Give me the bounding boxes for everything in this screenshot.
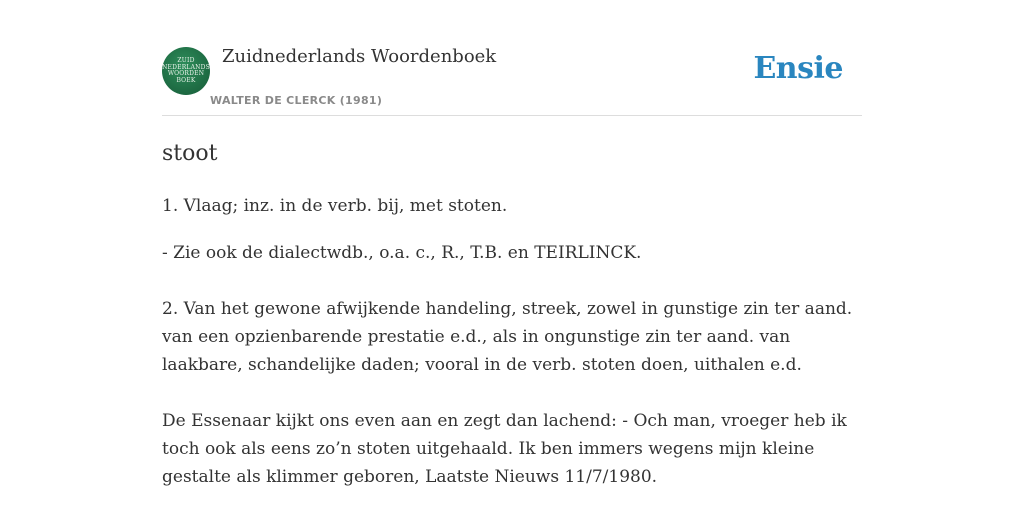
definition-paragraph-1: 1. Vlaag; inz. in de verb. bij, met stoten.	[162, 196, 508, 216]
definition-paragraph-2: - Zie ook de dialectwdb., o.a. c., R., T.B. en TEIRLINCK.	[162, 243, 642, 263]
logo-line: ZUID	[177, 57, 195, 64]
logo-line: NEDERLANDS	[162, 63, 210, 71]
brand-logo-link[interactable]: Ensie	[753, 51, 843, 86]
logo-line: BOEK	[176, 76, 196, 84]
entry-header	[162, 0, 862, 116]
dictionary-author: WALTER DE CLERCK (1981)	[210, 94, 383, 107]
dictionary-title-link[interactable]: Zuidnederlands Woordenboek	[222, 46, 497, 67]
definition-paragraph-3: 2. Van het gewone afwijkende handeling, streek, zowel in gunstige zin ter aand. van een opzienbarende prestatie e.d., als in ongunstige zin ter aand. van laakbare, schandelijke daden; vooral in de verb. stoten doen, uithalen e.d.	[162, 299, 853, 375]
entry-headword: stoot	[162, 141, 218, 166]
dictionary-logo[interactable]	[162, 47, 210, 95]
dictionary-page	[162, 0, 862, 512]
logo-line: WOORDEN	[167, 70, 205, 77]
citation-paragraph: De Essenaar kijkt ons even aan en zegt dan lachend: - Och man, vroeger heb ik toch ook als eens zo’n stoten uitgehaald. Ik ben immers wegens mijn kleine gestalte als klimmer geboren, Laatste Nieuws 11/7/1980.	[162, 411, 847, 487]
